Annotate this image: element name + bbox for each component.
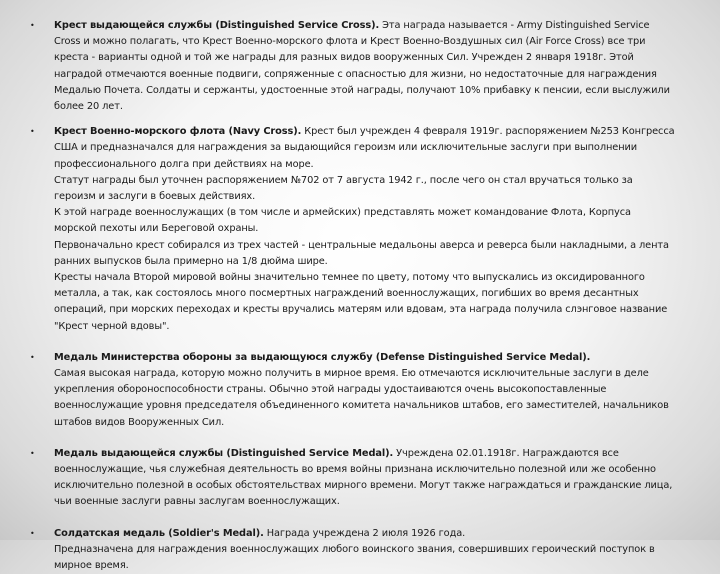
item-paragraph: К этой награде военнослужащих (в том числе и армейских) представлять может командование Флота, Корпуса морской пехоты или Береговой охраны.	[54, 207, 631, 235]
bullet-item-defense-distinguished-service-medal	[30, 350, 675, 431]
item-paragraph: Предназначена для награждения военнослужащих любого воинского звания, совершивших героический поступок в мирное время.	[54, 543, 655, 572]
item-text: Награда учреждена 2 июля 1926 года.	[263, 527, 466, 539]
bullet-item-distinguished-service-cross	[30, 18, 675, 115]
item-title: Крест Военно-морского флота (Navy Cross).	[54, 126, 302, 138]
bullet-list	[30, 18, 675, 574]
bullet-item-distinguished-service-medal	[30, 446, 675, 511]
item-title: Медаль выдающейся службы (Distinguished Service Medal).	[54, 447, 394, 459]
bullet-marker: •	[30, 352, 35, 362]
bullet-item-navy-cross	[30, 124, 675, 335]
bullet-marker: •	[30, 448, 35, 458]
bullet-marker: •	[30, 127, 35, 137]
bullet-item-soldiers-medal	[30, 526, 675, 574]
item-paragraph: Статут награды был уточнен распоряжением №702 от 7 августа 1942 г., после чего он стал вручаться только за героизм и заслуги в боевых действиях.	[54, 174, 633, 203]
bullet-marker: •	[30, 528, 35, 538]
item-text: Эта награда называется - Army Distinguished Service Cross и можно полагать, что Крест Военно-морского флота и Крест Военно-Воздушных сил (Air Force Cross) все три креста - варианты одной и той же награды для разных видов вооруженных Сил. Учрежден 2 января 1918г. Этой наградой отмечаются военные подвиги, сопряженные с опасностью для жизни, но недостаточные для награждения Медалью Почета. Солдаты и сержанты, удостоенные этой награды, получают 10% прибавку к пенсии, если выслужили более 20 лет.	[54, 20, 670, 113]
item-paragraph: Кресты начала Второй мировой войны значительно темнее по цвету, потому что выпускались из оксидированного металла, а так, как состоялось много посмертных награждений военнослужащих, погибших во время десантных операций, при морских переходах и кресты вручались матерям или вдовам, эта награда получила слэнговое название "Крест черной вдовы".	[54, 272, 668, 332]
item-title: Медаль Министерства обороны за выдающуюся службу (Defense Distinguished Service Medal).	[54, 351, 591, 363]
bullet-marker: •	[30, 21, 35, 30]
item-paragraph: Самая высокая награда, которую можно получить в мирное время. Ею отмечаются исключительные заслуги в деле укрепления обороноспособности страны. Обычно этой награды удостаиваются очень высокопоставленные военнослужащие уровня председателя объединенного комитета начальников штабов, его заместителей, начальников штабов видов Вооруженных Сил.	[54, 368, 669, 428]
item-title: Солдатская медаль (Soldier's Medal).	[54, 527, 264, 539]
item-text: Учреждена 02.01.1918г. Награждаются все военнослужащие, чья служебная деятельность во время войны признана исключительно полезной или же особенно исключительно полезной в особых обстоятельствах мирного времени. Могут также награждаться и гражданские лица, чьи военные заслуги равны заслугам военнослужащих.	[54, 447, 673, 508]
item-paragraph: Первоначально крест собирался из трех частей - центральные медальоны аверса и реверса были накладными, а лента ранних выпусков была примерно на 1/8 дюйма шире.	[54, 239, 669, 267]
item-text: Крест был учрежден 4 февраля 1919г. распоряжением №253 Конгресса США и предназначался для награждения за выдающийся героизм или исключительные заслуги при выполнении профессионального долга при действиях на море.	[54, 126, 675, 170]
item-title: Крест выдающейся службы (Distinguished Service Cross).	[54, 20, 380, 31]
